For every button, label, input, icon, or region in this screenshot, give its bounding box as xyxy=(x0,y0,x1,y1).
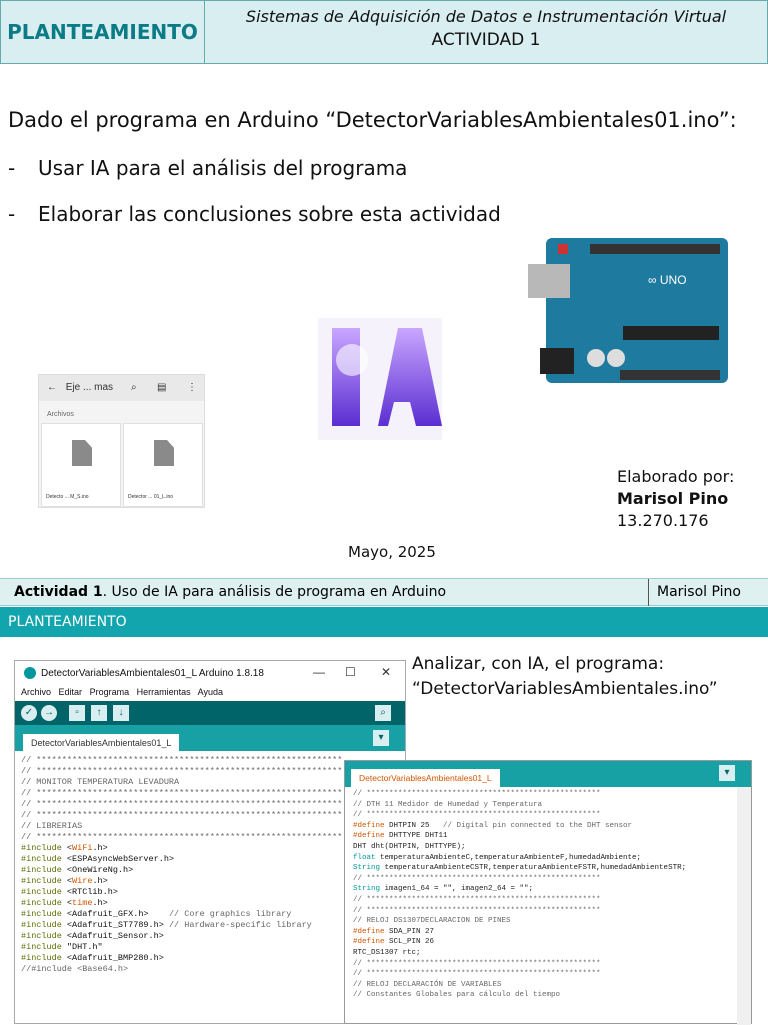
activity-description: . Uso de IA para análisis de programa en Arduino xyxy=(102,584,447,600)
search-icon[interactable]: ⌕ xyxy=(131,382,137,393)
back-icon[interactable]: ← xyxy=(47,382,57,393)
file-icon xyxy=(72,440,92,466)
vertical-scrollbar[interactable] xyxy=(737,787,751,1025)
menu-programa[interactable]: Programa xyxy=(89,687,130,697)
close-button[interactable]: ✕ xyxy=(381,665,392,679)
tab-bar xyxy=(345,761,751,787)
analyze-line-1: Analizar, con IA, el programa: xyxy=(412,654,665,674)
intro-text: Dado el programa en Arduino “DetectorVariablesAmbientales01.ino”: xyxy=(8,108,737,132)
dropdown-icon[interactable]: ▾ xyxy=(373,730,389,746)
activity-bar xyxy=(0,578,768,606)
bullet-2: - Elaborar las conclusiones sobre esta actividad xyxy=(8,202,501,226)
date-label: Mayo, 2025 xyxy=(348,543,436,561)
menu-herramientas[interactable]: Herramientas xyxy=(136,687,191,697)
bullet-1: - Usar IA para el análisis del programa xyxy=(8,156,408,180)
window-title: DetectorVariablesAmbientales01_L Arduino 1.8.18 xyxy=(41,668,264,679)
minimize-button[interactable]: — xyxy=(313,665,325,679)
bullet-2-text: Elaborar las conclusiones sobre esta actividad xyxy=(38,202,501,226)
analyze-instruction xyxy=(412,652,718,702)
drive-file-card[interactable] xyxy=(123,423,203,507)
author-id: 13.270.176 xyxy=(617,511,709,530)
drive-file-browser xyxy=(38,374,205,508)
maximize-button[interactable]: ☐ xyxy=(345,665,356,679)
arduino-uno-image xyxy=(528,238,728,388)
credit-label: Elaborado por: xyxy=(617,467,735,486)
bullet-1-text: Usar IA para el análisis del programa xyxy=(38,156,408,180)
file-name: Detector ... 01_L.ino xyxy=(128,494,174,500)
menu-ayuda[interactable]: Ayuda xyxy=(197,687,223,697)
planteamiento-header: PLANTEAMIENTO xyxy=(0,0,205,64)
ide-toolbar xyxy=(15,701,405,725)
sketch-tab[interactable]: DetectorVariablesAmbientales01_L xyxy=(23,734,179,751)
more-icon[interactable]: ⋮ xyxy=(187,382,197,393)
arduino-icon xyxy=(24,667,36,679)
drive-folder-title: Eje ... mas xyxy=(65,382,114,393)
course-title-box xyxy=(205,0,768,64)
serial-monitor-icon[interactable]: ⌕ xyxy=(375,705,391,721)
check-icon[interactable]: ✓ xyxy=(21,705,37,721)
section-header: PLANTEAMIENTO xyxy=(0,607,768,637)
menu-archivo[interactable]: Archivo xyxy=(21,687,52,697)
code-editor[interactable]: // ************************************************************ // ************************************************************ // MONITOR TEMPERATURA LEVADURA // ************************************************************ // ************************************************************ // ************************************************************ // LIBRERIAS // ************************************************************ #include <WiFi.h> #include <ESPAsyncWebServer.h> #include <OneWireNg.h> #include <Wire.h> #include <RTClib.h> #include <time.h> #include <Adafruit_GFX.h> // Core graphics library #include <Adafruit_ST7789.h> // Hardware-specific library #include <Adafruit_Sensor.h> #include "DHT.h" #include <Adafruit_BMP280.h> //#include <Base64.h> xyxy=(21,755,343,974)
save-icon[interactable]: ↓ xyxy=(113,705,129,721)
window-titlebar xyxy=(15,661,405,685)
upload-icon[interactable]: → xyxy=(41,705,57,721)
drive-toolbar xyxy=(39,375,204,401)
svg-text:∞ UNO: ∞ UNO xyxy=(648,273,687,287)
code-editor-detail xyxy=(344,760,752,1024)
drive-section-label: Archivos xyxy=(47,411,74,418)
new-icon[interactable]: ▫ xyxy=(69,705,85,721)
drive-file-card[interactable] xyxy=(41,423,121,507)
author-name: Marisol Pino xyxy=(617,489,729,508)
dropdown-icon[interactable]: ▾ xyxy=(719,765,735,781)
tab-bar xyxy=(15,725,405,751)
activity-title: ACTIVIDAD 1 xyxy=(431,30,541,50)
credit-block xyxy=(617,466,734,532)
ai-logo-image xyxy=(318,318,442,440)
menu-editar[interactable]: Editar xyxy=(58,687,83,697)
sketch-tab[interactable]: DetectorVariablesAmbientales01_L xyxy=(351,769,500,787)
course-title: Sistemas de Adquisición de Datos e Instrumentación Virtual xyxy=(245,7,727,26)
activity-title xyxy=(14,584,446,600)
code-text[interactable]: // **************************************************** // DTH 11 Medidor de Humedad y Temperatura // **************************************************** #define DHTPIN 25 // Digital pin connected to the DHT sensor #define DHTTYPE DHT11 DHT dht(DHTPIN, DHTTYPE); float temperaturaAmbienteC,temperaturaAmbienteF,humedadAmbiente; String temperaturaAmbienteCSTR,temperaturaAmbienteFSTR,humedadAmbienteSTR; // **************************************************** String imagen1_64 = "", imagen2_64 = ""; // **************************************************** // **************************************************** // RELOJ DS1307DECLARACION DE PINES #define SDA_PIN 27 #define SCL_PIN 26 RTC_DS1307 rtc; // **************************************************** // **************************************************** // RELOJ DECLARACIÓN DE VARIABLES // Constantes Globales para cálculo del tiempo xyxy=(353,790,687,1000)
menu-bar xyxy=(15,685,405,701)
activity-label: Actividad 1 xyxy=(14,584,103,600)
analyze-line-2: “DetectorVariablesAmbientales.ino” xyxy=(412,679,718,699)
file-name: Detecto ... M_S.ino xyxy=(46,494,89,500)
open-icon[interactable]: ↑ xyxy=(91,705,107,721)
list-icon[interactable]: ▤ xyxy=(157,382,167,393)
file-icon xyxy=(154,440,174,466)
activity-author: Marisol Pino xyxy=(648,579,768,606)
